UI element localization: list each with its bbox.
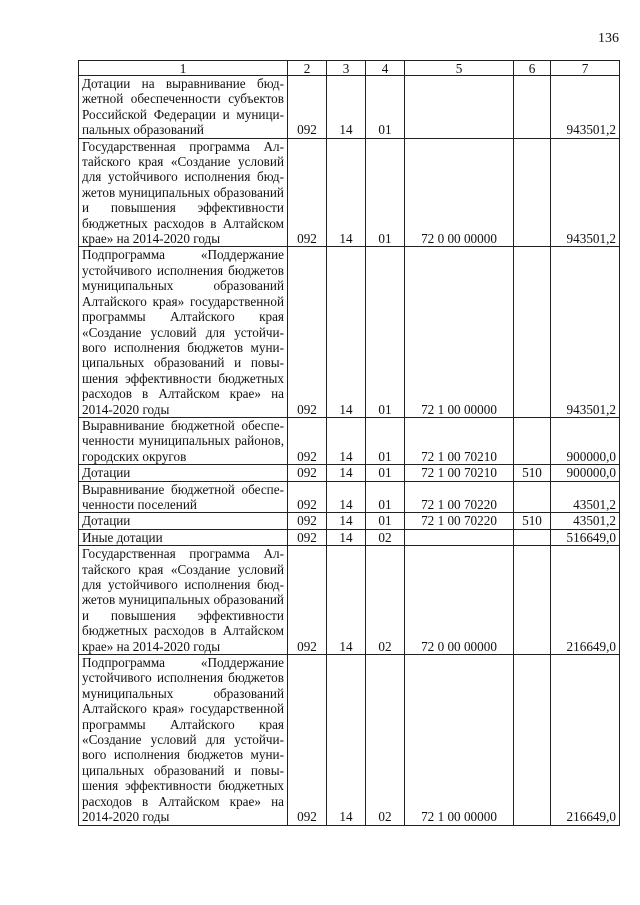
- row-section-cell: 14: [327, 417, 366, 464]
- table-body: [79, 76, 620, 826]
- table-row: [79, 529, 620, 545]
- header-cell-1: 1: [79, 61, 288, 76]
- header-cell-2: 2: [288, 61, 327, 76]
- row-code-cell: 092: [288, 247, 327, 417]
- row-kind-cell: [514, 76, 551, 139]
- row-amount-cell: 43501,2: [551, 513, 620, 529]
- table-row: [79, 655, 620, 825]
- row-section-cell: 14: [327, 546, 366, 655]
- row-subsection-cell: 01: [366, 76, 405, 139]
- row-target-cell: 72 1 00 70220: [405, 513, 514, 529]
- row-section-cell: 14: [327, 465, 366, 481]
- row-subsection-cell: 01: [366, 138, 405, 247]
- row-name-cell: Дотации: [79, 513, 288, 529]
- row-section-cell: 14: [327, 481, 366, 513]
- row-target-cell: 72 1 00 70210: [405, 465, 514, 481]
- table-row: [79, 465, 620, 481]
- row-section-cell: 14: [327, 247, 366, 417]
- row-amount-cell: 516649,0: [551, 529, 620, 545]
- row-subsection-cell: 01: [366, 513, 405, 529]
- row-code-cell: 092: [288, 76, 327, 139]
- row-amount-cell: 216649,0: [551, 546, 620, 655]
- table-row: [79, 417, 620, 464]
- row-amount-cell: 943501,2: [551, 247, 620, 417]
- row-name-cell: Подпрограмма «Поддержание устойчивого исполнения бюджетов муниципальных образований Алтайского края» государственной программы Алтайского края «Создание условий для устойчивого исполнения бюджетов муниципальных образований и повышения эффективности бюджетных расходов в Алтайском крае» на 2014-2020 годы: [79, 247, 288, 417]
- row-kind-cell: [514, 529, 551, 545]
- row-subsection-cell: 02: [366, 529, 405, 545]
- row-kind-cell: 510: [514, 465, 551, 481]
- row-code-cell: 092: [288, 513, 327, 529]
- header-cell-3: 3: [327, 61, 366, 76]
- budget-table: [78, 60, 620, 826]
- row-code-cell: 092: [288, 481, 327, 513]
- row-code-cell: 092: [288, 417, 327, 464]
- row-name-cell: Дотации на выравнивание бюджетной обеспеченности субъектов Российской Федерации и муниципальных образований: [79, 76, 288, 139]
- row-kind-cell: [514, 546, 551, 655]
- table-row: [79, 247, 620, 417]
- header-cell-6: 6: [514, 61, 551, 76]
- row-kind-cell: [514, 247, 551, 417]
- header-cell-5: 5: [405, 61, 514, 76]
- table-row: [79, 513, 620, 529]
- row-target-cell: 72 1 00 70220: [405, 481, 514, 513]
- table-row: [79, 138, 620, 247]
- row-amount-cell: 900000,0: [551, 465, 620, 481]
- row-target-cell: 72 0 00 00000: [405, 138, 514, 247]
- page-number: 136: [598, 31, 619, 46]
- header-cell-7: 7: [551, 61, 620, 76]
- row-section-cell: 14: [327, 529, 366, 545]
- row-subsection-cell: 02: [366, 546, 405, 655]
- row-name-cell: Выравнивание бюджетной обеспеченности муниципальных районов, городских округов: [79, 417, 288, 464]
- row-subsection-cell: 01: [366, 247, 405, 417]
- row-subsection-cell: 01: [366, 465, 405, 481]
- row-code-cell: 092: [288, 465, 327, 481]
- row-section-cell: 14: [327, 138, 366, 247]
- row-target-cell: 72 1 00 70210: [405, 417, 514, 464]
- header-cell-4: 4: [366, 61, 405, 76]
- row-amount-cell: 216649,0: [551, 655, 620, 825]
- row-name-cell: Государственная программа Алтайского края «Создание условий для устойчивого исполнения бюджетов муниципальных образований и повышения эффективности бюджетных расходов в Алтайском крае» на 2014-2020 годы: [79, 138, 288, 247]
- row-target-cell: 72 1 00 00000: [405, 655, 514, 825]
- table-row: [79, 546, 620, 655]
- row-kind-cell: 510: [514, 513, 551, 529]
- row-code-cell: 092: [288, 138, 327, 247]
- row-code-cell: 092: [288, 655, 327, 825]
- row-target-cell: [405, 76, 514, 139]
- row-section-cell: 14: [327, 513, 366, 529]
- row-name-cell: Подпрограмма «Поддержание устойчивого исполнения бюджетов муниципальных образований Алтайского края» государственной программы Алтайского края «Создание условий для устойчивого исполнения бюджетов муниципальных образований и повышения эффективности бюджетных расходов в Алтайском крае» на 2014-2020 годы: [79, 655, 288, 825]
- row-section-cell: 14: [327, 76, 366, 139]
- row-code-cell: 092: [288, 529, 327, 545]
- row-target-cell: 72 1 00 00000: [405, 247, 514, 417]
- table-row: [79, 76, 620, 139]
- row-kind-cell: [514, 417, 551, 464]
- row-amount-cell: 943501,2: [551, 76, 620, 139]
- row-target-cell: [405, 529, 514, 545]
- row-subsection-cell: 02: [366, 655, 405, 825]
- row-subsection-cell: 01: [366, 481, 405, 513]
- row-kind-cell: [514, 655, 551, 825]
- row-name-cell: Дотации: [79, 465, 288, 481]
- row-code-cell: 092: [288, 546, 327, 655]
- row-name-cell: Иные дотации: [79, 529, 288, 545]
- row-amount-cell: 943501,2: [551, 138, 620, 247]
- row-target-cell: 72 0 00 00000: [405, 546, 514, 655]
- row-kind-cell: [514, 138, 551, 247]
- header-row: [79, 61, 620, 76]
- row-name-cell: Выравнивание бюджетной обеспеченности поселений: [79, 481, 288, 513]
- row-amount-cell: 43501,2: [551, 481, 620, 513]
- row-kind-cell: [514, 481, 551, 513]
- row-section-cell: 14: [327, 655, 366, 825]
- row-amount-cell: 900000,0: [551, 417, 620, 464]
- row-subsection-cell: 01: [366, 417, 405, 464]
- row-name-cell: Государственная программа Алтайского края «Создание условий для устойчивого исполнения бюджетов муниципальных образований и повышения эффективности бюджетных расходов в Алтайском крае» на 2014-2020 годы: [79, 546, 288, 655]
- table-row: [79, 481, 620, 513]
